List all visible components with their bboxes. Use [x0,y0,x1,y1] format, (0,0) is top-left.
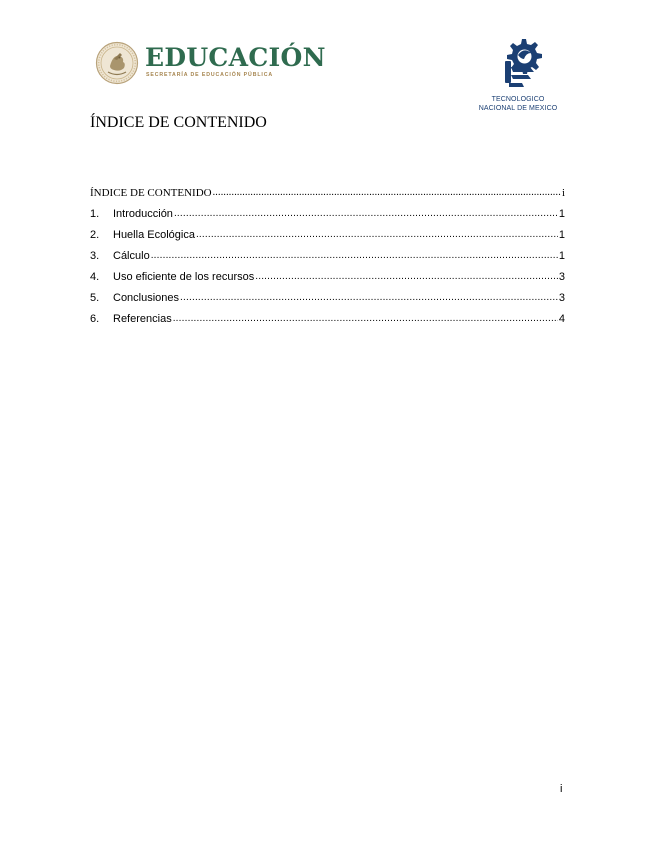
toc-leader-dots [255,269,558,284]
toc-leader-dots [213,185,561,200]
toc-entry[interactable] [90,249,565,270]
toc-entry-number: 1. [90,208,100,220]
toc-entry[interactable] [90,291,565,312]
toc-entry-number: 6. [90,313,100,325]
sep-logo [95,41,326,87]
tecnm-logo [468,37,568,117]
toc-entry-title: Cálculo [113,250,150,262]
toc-entry[interactable] [90,270,565,291]
toc-entry-title: ÍNDICE DE CONTENIDO [90,187,212,199]
toc-entry[interactable] [90,207,565,228]
toc-entry-title: Huella Ecológica [113,229,195,241]
toc-entry-title: Introducción [113,208,173,220]
sep-logo-subtitle: SECRETARÍA DE EDUCACIÓN PÚBLICA [146,72,274,78]
page-title: ÍNDICE DE CONTENIDO [90,114,267,131]
national-seal-icon [95,41,139,85]
toc-leader-dots [151,248,558,263]
toc-entry-page: 3 [558,271,565,283]
toc-entry-number: 2. [90,229,100,241]
tecnm-logo-line1: TECNOLOGICO [491,96,545,103]
toc-entry-number: 3. [90,250,100,262]
toc-leader-dots [196,227,558,242]
toc-entry[interactable] [90,228,565,249]
toc-entry-title: Conclusiones [113,292,180,304]
sep-logo-title: EDUCACIÓN [145,43,326,72]
toc-entry-page: 3 [558,292,565,304]
toc-entry-page: 4 [558,313,565,325]
toc-entry-number: 4. [90,271,100,283]
tecnm-logo-line2: NACIONAL DE MEXICO [478,105,558,112]
toc-leader-dots [173,311,558,326]
toc-leader-dots [180,290,558,305]
toc-entry[interactable] [90,186,565,207]
toc-entry-page: 1 [558,229,565,241]
tecnm-gear-icon [500,37,544,89]
table-of-contents [90,186,565,333]
toc-entry-page: 1 [558,208,565,220]
toc-leader-dots [174,206,558,221]
toc-entry-page: i [561,187,565,199]
toc-entry-title: Uso eficiente de los recursos [113,271,255,283]
toc-entry[interactable] [90,312,565,333]
toc-entry-number: 5. [90,292,100,304]
page-number: i [560,783,563,795]
toc-entry-page: 1 [558,250,565,262]
toc-entry-title: Referencias [113,313,172,325]
